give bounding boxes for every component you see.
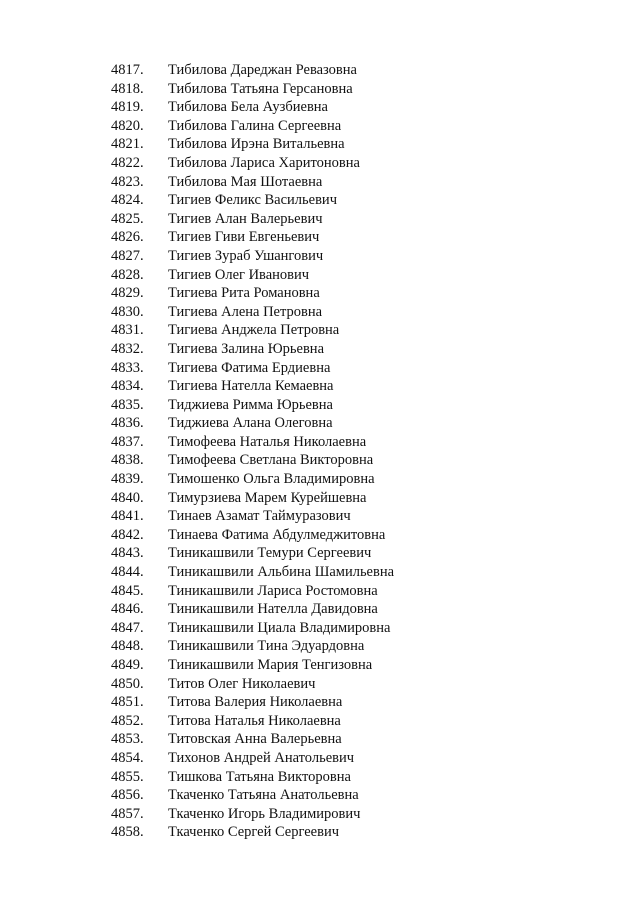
list-item-name: Тигиев Олег Иванович bbox=[168, 266, 310, 283]
list-item bbox=[0, 191, 640, 210]
list-item-name: Тибилова Лариса Харитоновна bbox=[168, 154, 360, 171]
list-item-name: Тимофеева Светлана Викторовна bbox=[168, 452, 374, 469]
list-item-name: Тигиева Фатима Ердиевна bbox=[168, 359, 331, 376]
name-list bbox=[0, 61, 640, 842]
list-item-name: Тимошенко Ольга Владимировна bbox=[168, 471, 375, 488]
list-item-number: 4840. bbox=[111, 489, 144, 506]
list-item-number: 4857. bbox=[111, 805, 144, 822]
list-item-number: 4829. bbox=[111, 285, 144, 302]
list-item-number: 4852. bbox=[111, 712, 144, 729]
list-item-number: 4843. bbox=[111, 545, 144, 562]
list-item bbox=[0, 563, 640, 582]
list-item bbox=[0, 544, 640, 563]
list-item bbox=[0, 154, 640, 173]
list-item-number: 4817. bbox=[111, 62, 144, 78]
list-item-number: 4854. bbox=[111, 749, 144, 766]
list-item bbox=[0, 489, 640, 508]
list-item-name: Ткаченко Игорь Владимирович bbox=[168, 805, 361, 822]
list-item-number: 4820. bbox=[111, 117, 144, 134]
list-item-name: Тиникашвили Циала Владимировна bbox=[168, 619, 391, 636]
list-item bbox=[0, 823, 640, 842]
list-item-number: 4818. bbox=[111, 80, 144, 97]
list-item-number: 4823. bbox=[111, 173, 144, 190]
list-item-name: Тигиева Рита Романовна bbox=[168, 285, 320, 302]
list-item-name: Титова Наталья Николаевна bbox=[168, 712, 341, 729]
list-item bbox=[0, 637, 640, 656]
list-item-number: 4848. bbox=[111, 638, 144, 655]
list-item bbox=[0, 693, 640, 712]
list-item bbox=[0, 470, 640, 489]
list-item-number: 4850. bbox=[111, 675, 144, 692]
list-item-name: Тинаев Азамат Таймуразович bbox=[168, 508, 351, 525]
list-item-number: 4846. bbox=[111, 601, 144, 618]
list-item-number: 4839. bbox=[111, 471, 144, 488]
list-item bbox=[0, 321, 640, 340]
list-item-name: Тиджиева Римма Юрьевна bbox=[168, 396, 333, 413]
list-item-number: 4832. bbox=[111, 340, 144, 357]
list-item-number: 4841. bbox=[111, 508, 144, 525]
list-item bbox=[0, 284, 640, 303]
list-item-name: Тигиев Алан Валерьевич bbox=[168, 210, 323, 227]
list-item-number: 4849. bbox=[111, 657, 144, 673]
list-item-name: Тибилова Ирэна Витальевна bbox=[168, 136, 345, 153]
list-item-name: Тибилова Бела Аузбиевна bbox=[168, 99, 328, 116]
list-item-name: Тигиева Нателла Кемаевна bbox=[168, 378, 334, 395]
list-item-name: Тиджиева Алана Олеговна bbox=[168, 415, 333, 432]
list-item-name: Тишкова Татьяна Викторовна bbox=[168, 768, 351, 785]
list-item-name: Тиникашвили Лариса Ростомовна bbox=[168, 582, 378, 599]
list-item bbox=[0, 451, 640, 470]
list-item-name: Тиникашвили Мария Тенгизовна bbox=[168, 657, 373, 673]
list-item-number: 4821. bbox=[111, 136, 144, 153]
list-item-number: 4851. bbox=[111, 694, 144, 711]
list-item-number: 4847. bbox=[111, 619, 144, 636]
list-item bbox=[0, 340, 640, 359]
list-item-number: 4835. bbox=[111, 396, 144, 413]
list-item bbox=[0, 266, 640, 285]
list-item bbox=[0, 600, 640, 619]
list-item bbox=[0, 61, 640, 80]
list-item-name: Тиникашвили Темури Сергеевич bbox=[168, 545, 372, 562]
list-item bbox=[0, 433, 640, 452]
list-item-number: 4830. bbox=[111, 303, 144, 320]
list-item bbox=[0, 210, 640, 229]
list-item-number: 4838. bbox=[111, 452, 144, 469]
list-item-name: Тигиев Зураб Ушангович bbox=[168, 247, 324, 264]
list-item bbox=[0, 414, 640, 433]
list-item-name: Титовская Анна Валерьевна bbox=[168, 731, 342, 748]
list-item bbox=[0, 173, 640, 192]
list-item-name: Тиникашвили Альбина Шамильевна bbox=[168, 564, 395, 581]
list-item-name: Тигиева Алена Петровна bbox=[168, 303, 323, 320]
list-item bbox=[0, 247, 640, 266]
list-item bbox=[0, 730, 640, 749]
list-item-name: Тигиев Гиви Евгеньевич bbox=[168, 229, 320, 246]
list-item-number: 4845. bbox=[111, 582, 144, 599]
list-item-number: 4833. bbox=[111, 359, 144, 376]
list-item-number: 4834. bbox=[111, 378, 144, 395]
list-item bbox=[0, 396, 640, 415]
list-item-name: Тинаева Фатима Абдулмеджитовна bbox=[168, 526, 386, 543]
list-item-number: 4856. bbox=[111, 787, 144, 804]
list-item bbox=[0, 712, 640, 731]
list-item bbox=[0, 582, 640, 601]
list-item bbox=[0, 805, 640, 824]
list-item bbox=[0, 507, 640, 526]
list-item bbox=[0, 749, 640, 768]
list-item-name: Тибилова Татьяна Герсановна bbox=[168, 80, 353, 97]
list-item-name: Тихонов Андрей Анатольевич bbox=[168, 749, 355, 766]
list-item-number: 4819. bbox=[111, 99, 144, 116]
list-item bbox=[0, 377, 640, 396]
list-item bbox=[0, 135, 640, 154]
list-item bbox=[0, 80, 640, 99]
list-item-number: 4844. bbox=[111, 564, 144, 581]
list-item bbox=[0, 786, 640, 805]
list-item-name: Тигиева Анджела Петровна bbox=[168, 322, 340, 339]
list-item-number: 4827. bbox=[111, 247, 144, 264]
list-item-name: Тиникашвили Тина Эдуардовна bbox=[168, 638, 365, 655]
list-item-number: 4853. bbox=[111, 731, 144, 748]
list-item bbox=[0, 359, 640, 378]
list-item-name: Титова Валерия Николаевна bbox=[168, 694, 343, 711]
list-item-number: 4825. bbox=[111, 210, 144, 227]
list-item-name: Тиникашвили Нателла Давидовна bbox=[168, 601, 378, 618]
list-item-number: 4826. bbox=[111, 229, 144, 246]
list-item-number: 4858. bbox=[111, 824, 144, 841]
list-item bbox=[0, 117, 640, 136]
list-item-number: 4824. bbox=[111, 192, 144, 209]
list-item-number: 4828. bbox=[111, 266, 144, 283]
list-item-name: Тигиева Залина Юрьевна bbox=[168, 340, 325, 357]
list-item bbox=[0, 656, 640, 675]
list-item-name: Титов Олег Николаевич bbox=[168, 675, 316, 692]
list-item-name: Тибилова Дареджан Ревазовна bbox=[168, 62, 357, 78]
list-item bbox=[0, 675, 640, 694]
list-item-number: 4836. bbox=[111, 415, 144, 432]
list-item-number: 4822. bbox=[111, 154, 144, 171]
list-item bbox=[0, 526, 640, 545]
list-item bbox=[0, 768, 640, 787]
list-item-name: Ткаченко Татьяна Анатольевна bbox=[168, 787, 359, 804]
list-item-name: Тимофеева Наталья Николаевна bbox=[168, 433, 367, 450]
list-item-name: Ткаченко Сергей Сергеевич bbox=[168, 824, 340, 841]
list-item-number: 4842. bbox=[111, 526, 144, 543]
list-item-name: Тибилова Галина Сергеевна bbox=[168, 117, 342, 134]
list-item bbox=[0, 228, 640, 247]
list-item-name: Тибилова Мая Шотаевна bbox=[168, 173, 323, 190]
list-item bbox=[0, 98, 640, 117]
list-item bbox=[0, 303, 640, 322]
list-item-name: Тимурзиева Марем Курейшевна bbox=[168, 489, 367, 506]
list-item bbox=[0, 619, 640, 638]
list-item-number: 4831. bbox=[111, 322, 144, 339]
list-item-number: 4837. bbox=[111, 433, 144, 450]
list-item-name: Тигиев Феликс Васильевич bbox=[168, 192, 337, 209]
list-item-number: 4855. bbox=[111, 768, 144, 785]
